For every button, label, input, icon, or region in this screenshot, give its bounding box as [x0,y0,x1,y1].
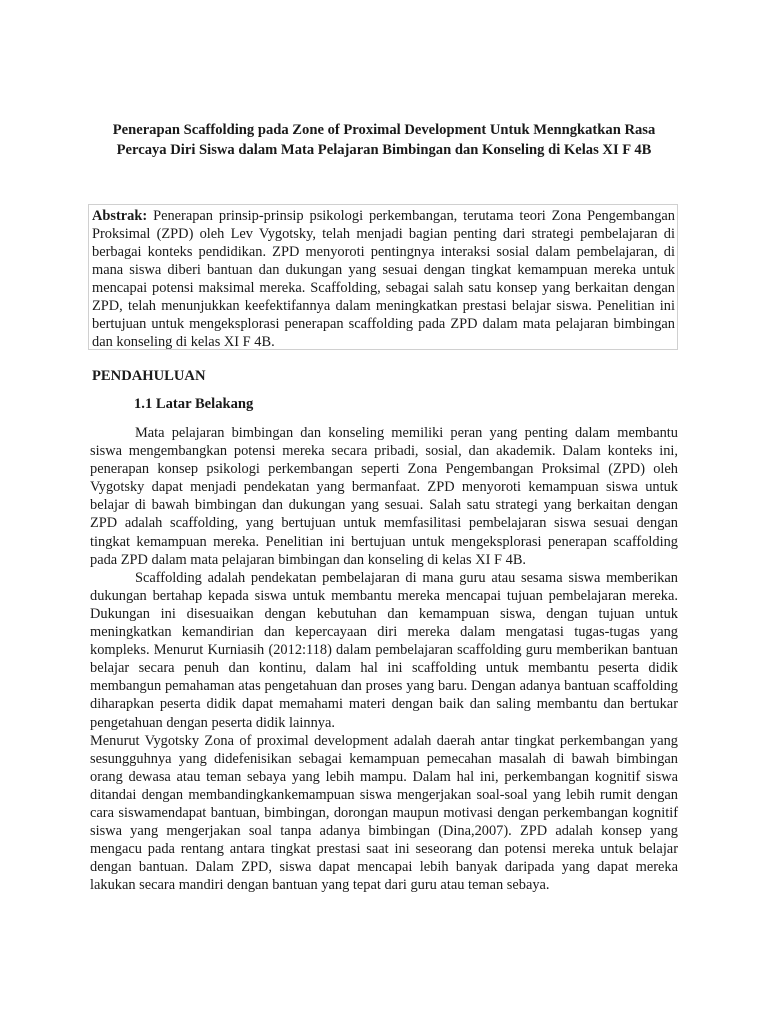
title-line-2: Percaya Diri Siswa dalam Mata Pelajaran Bimbingan dan Konseling di Kelas XI F 4B [116,142,652,158]
section-heading: PENDAHULUAN [92,368,206,384]
abstract-text: Penerapan prinsip-prinsip psikologi perkembangan, terutama teori Zona Pengembangan Proksimal (ZPD) oleh Lev Vygotsky, telah menjadi bagian penting dari strategi pembelajaran di berbagai konteks pendidikan. ZPD menyoroti pentingnya interaksi sosial dalam pembelajaran, di mana siswa diberi bantuan dan dukungan yang sesuai dengan tingkat kemampuan mereka untuk mencapai potensi maksimal mereka. Scaffolding, sebagai salah satu konsep yang berkaitan dengan ZPD, telah menunjukkan keefektifannya dalam meningkatkan prestasi belajar siswa. Penelitian ini bertujuan untuk mengeksplorasi penerapan scaffolding pada ZPD dalam mata pelajaran bimbingan dan konseling di kelas XI F 4B. [92,208,675,350]
paragraph-1: Mata pelajaran bimbingan dan konseling memiliki peran yang penting dalam membantu siswa mengembangkan potensi mereka secara pribadi, sosial, dan akademik. Dalam konteks ini, penerapan konsep psikologi perkembangan seperti Zona Pengembangan Proksimal (ZPD) oleh Vygotsky dapat menjadi pendekatan yang bermanfaat. ZPD menyoroti kemampuan siswa untuk belajar di bawah bimbingan dan dukungan yang sesuai. Salah satu strategi yang berkaitan dengan ZPD adalah scaffolding, yang bertujuan untuk memfasilitasi pembelajaran siswa sesuai dengan tingkat kemampuan mereka. Penelitian ini bertujuan untuk mengeksplorasi penerapan scaffolding pada ZPD dalam mata pelajaran bimbingan dan konseling di kelas XI F 4B. [90,425,678,568]
paragraph-3: Menurut Vygotsky Zona of proximal development adalah daerah antar tingkat perkembangan yang sesungguhnya yang didefenisikan sebagai kemampuan pemecahan masalah di bawah bimbingan orang dewasa atau teman sebaya yang lebih mampu. Dalam hal ini, perkembangan kognitif siswa ditandai dengan membandingkankemampuan siswa mengerjakan soal-soal yang lebih rumit dengan cara siswamendapat bantuan, bimbingan, dorongan maupun motivasi dengan perkembangan kognitif siswa yang mengerjakan soal tanpa adanya bimbingan (Dina,2007). ZPD adalah konsep yang mengacu pada rentang antara tingkat prestasi saat ini seseorang dan potensi mereka untuk belajar dengan bantuan. Dalam ZPD, siswa dapat mencapai lebih banyak daripada yang dapat mereka lakukan secara mandiri dengan bantuan yang tepat dari guru atau teman sebaya. [90,732,678,894]
body-text [90,424,678,894]
abstract-label: Abstrak: [92,208,148,224]
document-title [80,120,688,160]
subsection-heading: 1.1 Latar Belakang [134,396,254,412]
abstract-box [88,204,678,350]
title-line-1: Penerapan Scaffolding pada Zone of Proximal Development Untuk Menngkatkan Rasa [112,122,656,138]
paragraph-2: Scaffolding adalah pendekatan pembelajaran di mana guru atau sesama siswa memberikan dukungan bertahap kepada siswa untuk membantu mereka mencapai tujuan pembelajaran mereka. Dukungan ini disesuaikan dengan kebutuhan dan kemampuan siswa, dengan tujuan untuk meningkatkan kemandirian dan kepercayaan diri mereka dalam mengatasi tugas-tugas yang kompleks. Menurut Kurniasih (2012:118) dalam pembelajaran scaffolding guru memberikan bantuan belajar secara penuh dan kontinu, dalam hal ini scaffolding untuk membantu peserta didik membangun pemahaman atas pengetahuan dan proses yang baru. Dengan adanya bantuan scaffolding diharapkan peserta didik dapat memahami materi dengan baik dan saling membantu dan bertukar pengetahuan dengan peserta didik lainnya. [90,569,678,731]
